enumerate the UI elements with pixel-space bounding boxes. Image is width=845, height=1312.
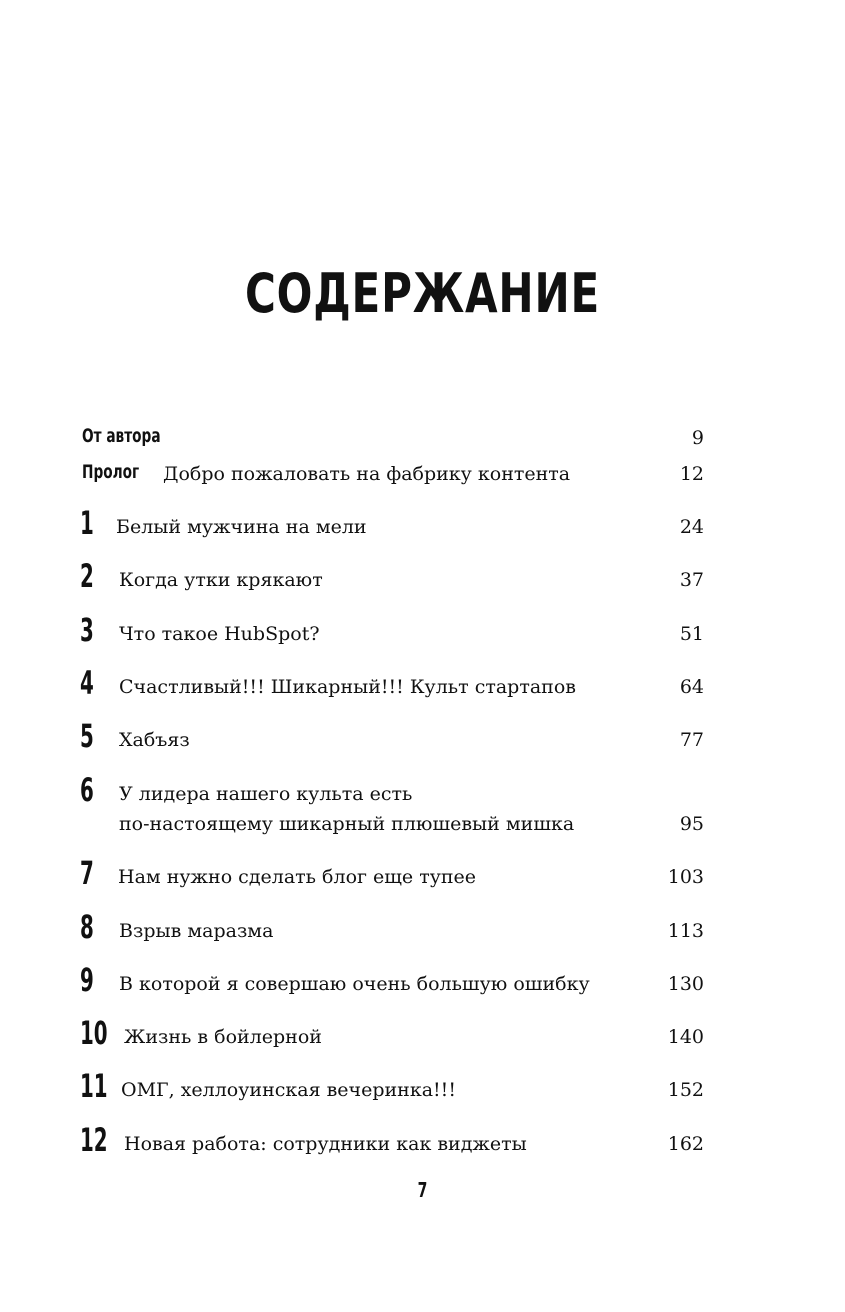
toc-page-number: 24 — [679, 516, 704, 538]
toc-entry-title: Нам нужно сделать блог еще тупее — [118, 866, 477, 888]
toc-entry-title: Счастливый!!! Шикарный!!! Культ стартапов — [119, 676, 576, 698]
chapter-number: 2 — [80, 557, 94, 595]
chapter-number: 1 — [80, 504, 94, 542]
toc-page-number: 162 — [667, 1133, 704, 1155]
page-folio-number: 7 — [417, 1178, 428, 1202]
toc-entry-title-continued: по-настоящему шикарный плюшевый мишка — [119, 813, 575, 835]
chapter-number: 8 — [80, 908, 94, 946]
toc-page-number: 152 — [667, 1079, 704, 1101]
chapter-number: 6 — [80, 771, 94, 809]
toc-entry-title: Что такое HubSpot? — [119, 623, 320, 645]
toc-page-number: 140 — [667, 1026, 704, 1048]
toc-page-number: 12 — [679, 463, 704, 485]
toc-page-number: 113 — [667, 920, 704, 942]
page-title: СОДЕРЖАНИЕ — [244, 262, 601, 325]
toc-page-number: 37 — [679, 569, 704, 591]
toc-page-number: 95 — [679, 813, 704, 835]
chapter-number: 7 — [80, 854, 94, 892]
toc-page-number: 9 — [691, 427, 704, 449]
chapter-number: 3 — [80, 611, 94, 649]
toc-entry-title: Взрыв маразма — [119, 920, 274, 942]
toc-label-author-note: От автора — [82, 425, 161, 447]
toc-entry-title: В которой я совершаю очень большую ошибку — [119, 973, 590, 995]
chapter-number: 11 — [80, 1067, 108, 1105]
toc-entry-title: Новая работа: сотрудники как виджеты — [124, 1133, 527, 1155]
chapter-number: 12 — [80, 1121, 108, 1159]
toc-entry-title: Жизнь в бойлерной — [124, 1026, 322, 1048]
toc-entry-title: У лидера нашего культа есть — [119, 783, 413, 805]
toc-entry-title: ОМГ, хеллоуинская вечеринка!!! — [121, 1079, 456, 1101]
chapter-number: 5 — [80, 717, 94, 755]
toc-page-number: 51 — [679, 623, 704, 645]
toc-page-number: 130 — [667, 973, 704, 995]
chapter-number: 9 — [80, 961, 94, 999]
toc-page-number: 77 — [679, 729, 704, 751]
toc-entry-title: Белый мужчина на мели — [116, 516, 367, 538]
toc-entry-title: Добро пожаловать на фабрику контента — [163, 463, 571, 485]
chapter-number: 4 — [80, 664, 94, 702]
chapter-number: 10 — [80, 1014, 108, 1052]
toc-entry-title: Когда утки крякают — [119, 569, 323, 591]
toc-entry-title: Хабъяз — [119, 729, 190, 751]
toc-page-number: 64 — [679, 676, 704, 698]
toc-page-number: 103 — [667, 866, 704, 888]
toc-label-prologue: Пролог — [82, 461, 140, 483]
